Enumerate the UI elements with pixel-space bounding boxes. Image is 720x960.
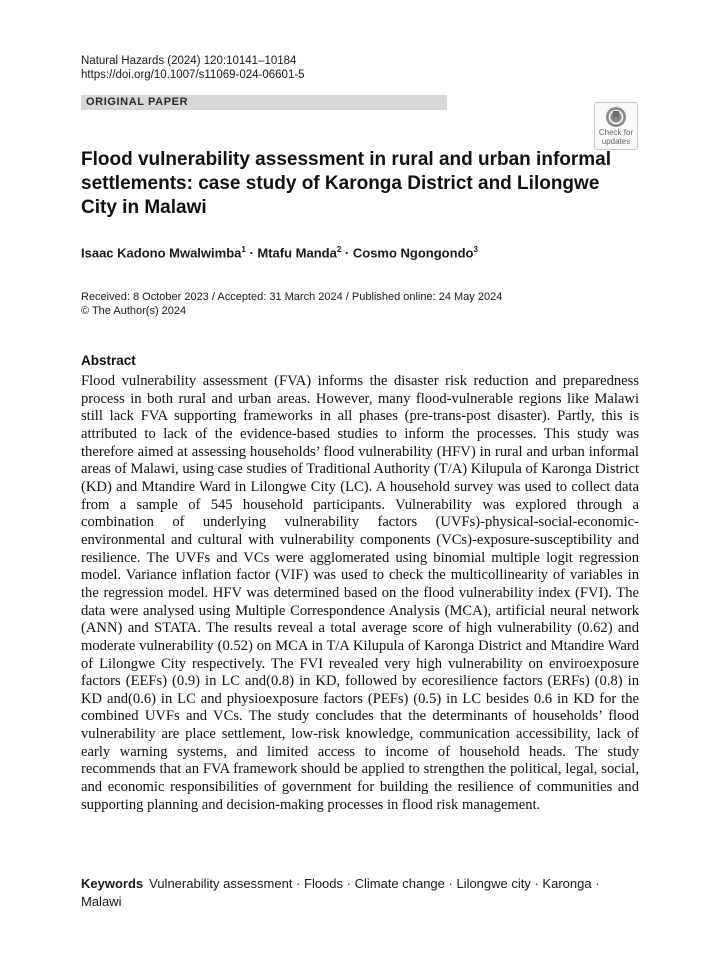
abstract-text: Flood vulnerability assessment (FVA) informs the disaster risk reduction and preparedness process in both rural and urban areas. However, many flood-vulnerable regions like Malawi still lack FVA supporting frameworks in all phases (pre-trans-post disaster). Partly, this is attributed to lack of the evidence-based studies to inform the processes. This study was therefore aimed at assessing households’ flood vulnerability (HFV) in rural and urban informal areas of Malawi, using case studies of Traditional Authority (T/A) Kilupula of Karonga District (KD) and Mtandire Ward in Lilongwe City (LC). A household survey was used to collect data from a sample of 545 household participants. Vulnerability was explored through a combination of underlying vulnerability factors (UVFs)-physical-social-economic-environmental and cultural with vulnerability components (VCs)-exposure-susceptibility and resilience. The UVFs and VCs were agglomerated using binomial multiple logit regression model. Variance inflation factor (VIF) was used to check the multicollinearity of variables in the regression model. HFV was determined based on the flood vulnerability index (FVI). The data were analysed using Multiple Correspondence Analysis (MCA), artificial neural network (ANN) and STATA. The results reveal a total average score of high vulnerability (0.62) and moderate vulnerability (0.52) on MCA in T/A Kilupula of Karonga District and Mtandire Ward of Lilongwe City respectively. The FVI revealed very high vulnerability on enviroexposure factors (EEFs) (0.9) in LC and(0.8) in KD, followed by ecoresilience factors (ERFs) (0.8) in KD and(0.6) in LC and physioexposure factors (PEFs) (0.5) in LC besides 0.6 in KD for the combined UVFs and VCs. The study concludes that the determinants of households’ flood vulnerability are place settlement, low-risk knowledge, communication accessibility, lack of early warning systems, and limited access to income of household heads. The study recommends that an FVA framework should be applied to strengthen the political, legal, social, and economic responsibilities of government for building the resilience of communities and supporting planning and decision-making processes in flood risk management. <box>81 373 639 813</box>
author-affiliation: 1 <box>241 245 246 254</box>
copyright-notice: © The Author(s) 2024 <box>81 305 187 317</box>
author-name[interactable]: Cosmo Ngongondo <box>352 245 474 261</box>
keywords-list: Vulnerability assessment · Floods · Climate change · Lilongwe city · Karonga · Malawi <box>81 876 600 909</box>
author-affiliation: 2 <box>336 245 342 254</box>
doi-link[interactable]: https://doi.org/10.1007/s11069-024-06601-5 <box>81 69 305 81</box>
author-name[interactable]: Isaac Kadono Mwalwimba <box>81 245 242 261</box>
history-dates: Received: 8 October 2023 / Accepted: 31 March 2024 / Published online: 24 May 2024 <box>81 291 503 303</box>
check-for-updates-line1: Check for <box>598 128 634 137</box>
check-for-updates-line2: updates <box>601 137 631 146</box>
author-name[interactable]: Mtafu Manda <box>257 245 337 261</box>
check-for-updates-badge[interactable] <box>594 102 638 150</box>
article-type-banner: ORIGINAL PAPER <box>81 95 447 110</box>
author-separator: · <box>245 245 258 261</box>
check-for-updates-icon <box>605 106 627 128</box>
author-list <box>81 245 478 260</box>
journal-citation <box>81 54 305 82</box>
keywords-label: Keywords <box>81 876 144 891</box>
paper-title: Flood vulnerability assessment in rural and urban informal settlements: case study of Karonga District and Lilongwe City in Malawi <box>81 149 612 218</box>
journal-line: Natural Hazards (2024) 120:10141–10184 <box>81 55 297 67</box>
publication-dates <box>81 290 502 318</box>
author-affiliation: 3 <box>473 245 478 254</box>
author-separator: · <box>341 245 353 261</box>
keywords-section <box>81 875 639 911</box>
abstract-heading: Abstract <box>81 353 136 368</box>
